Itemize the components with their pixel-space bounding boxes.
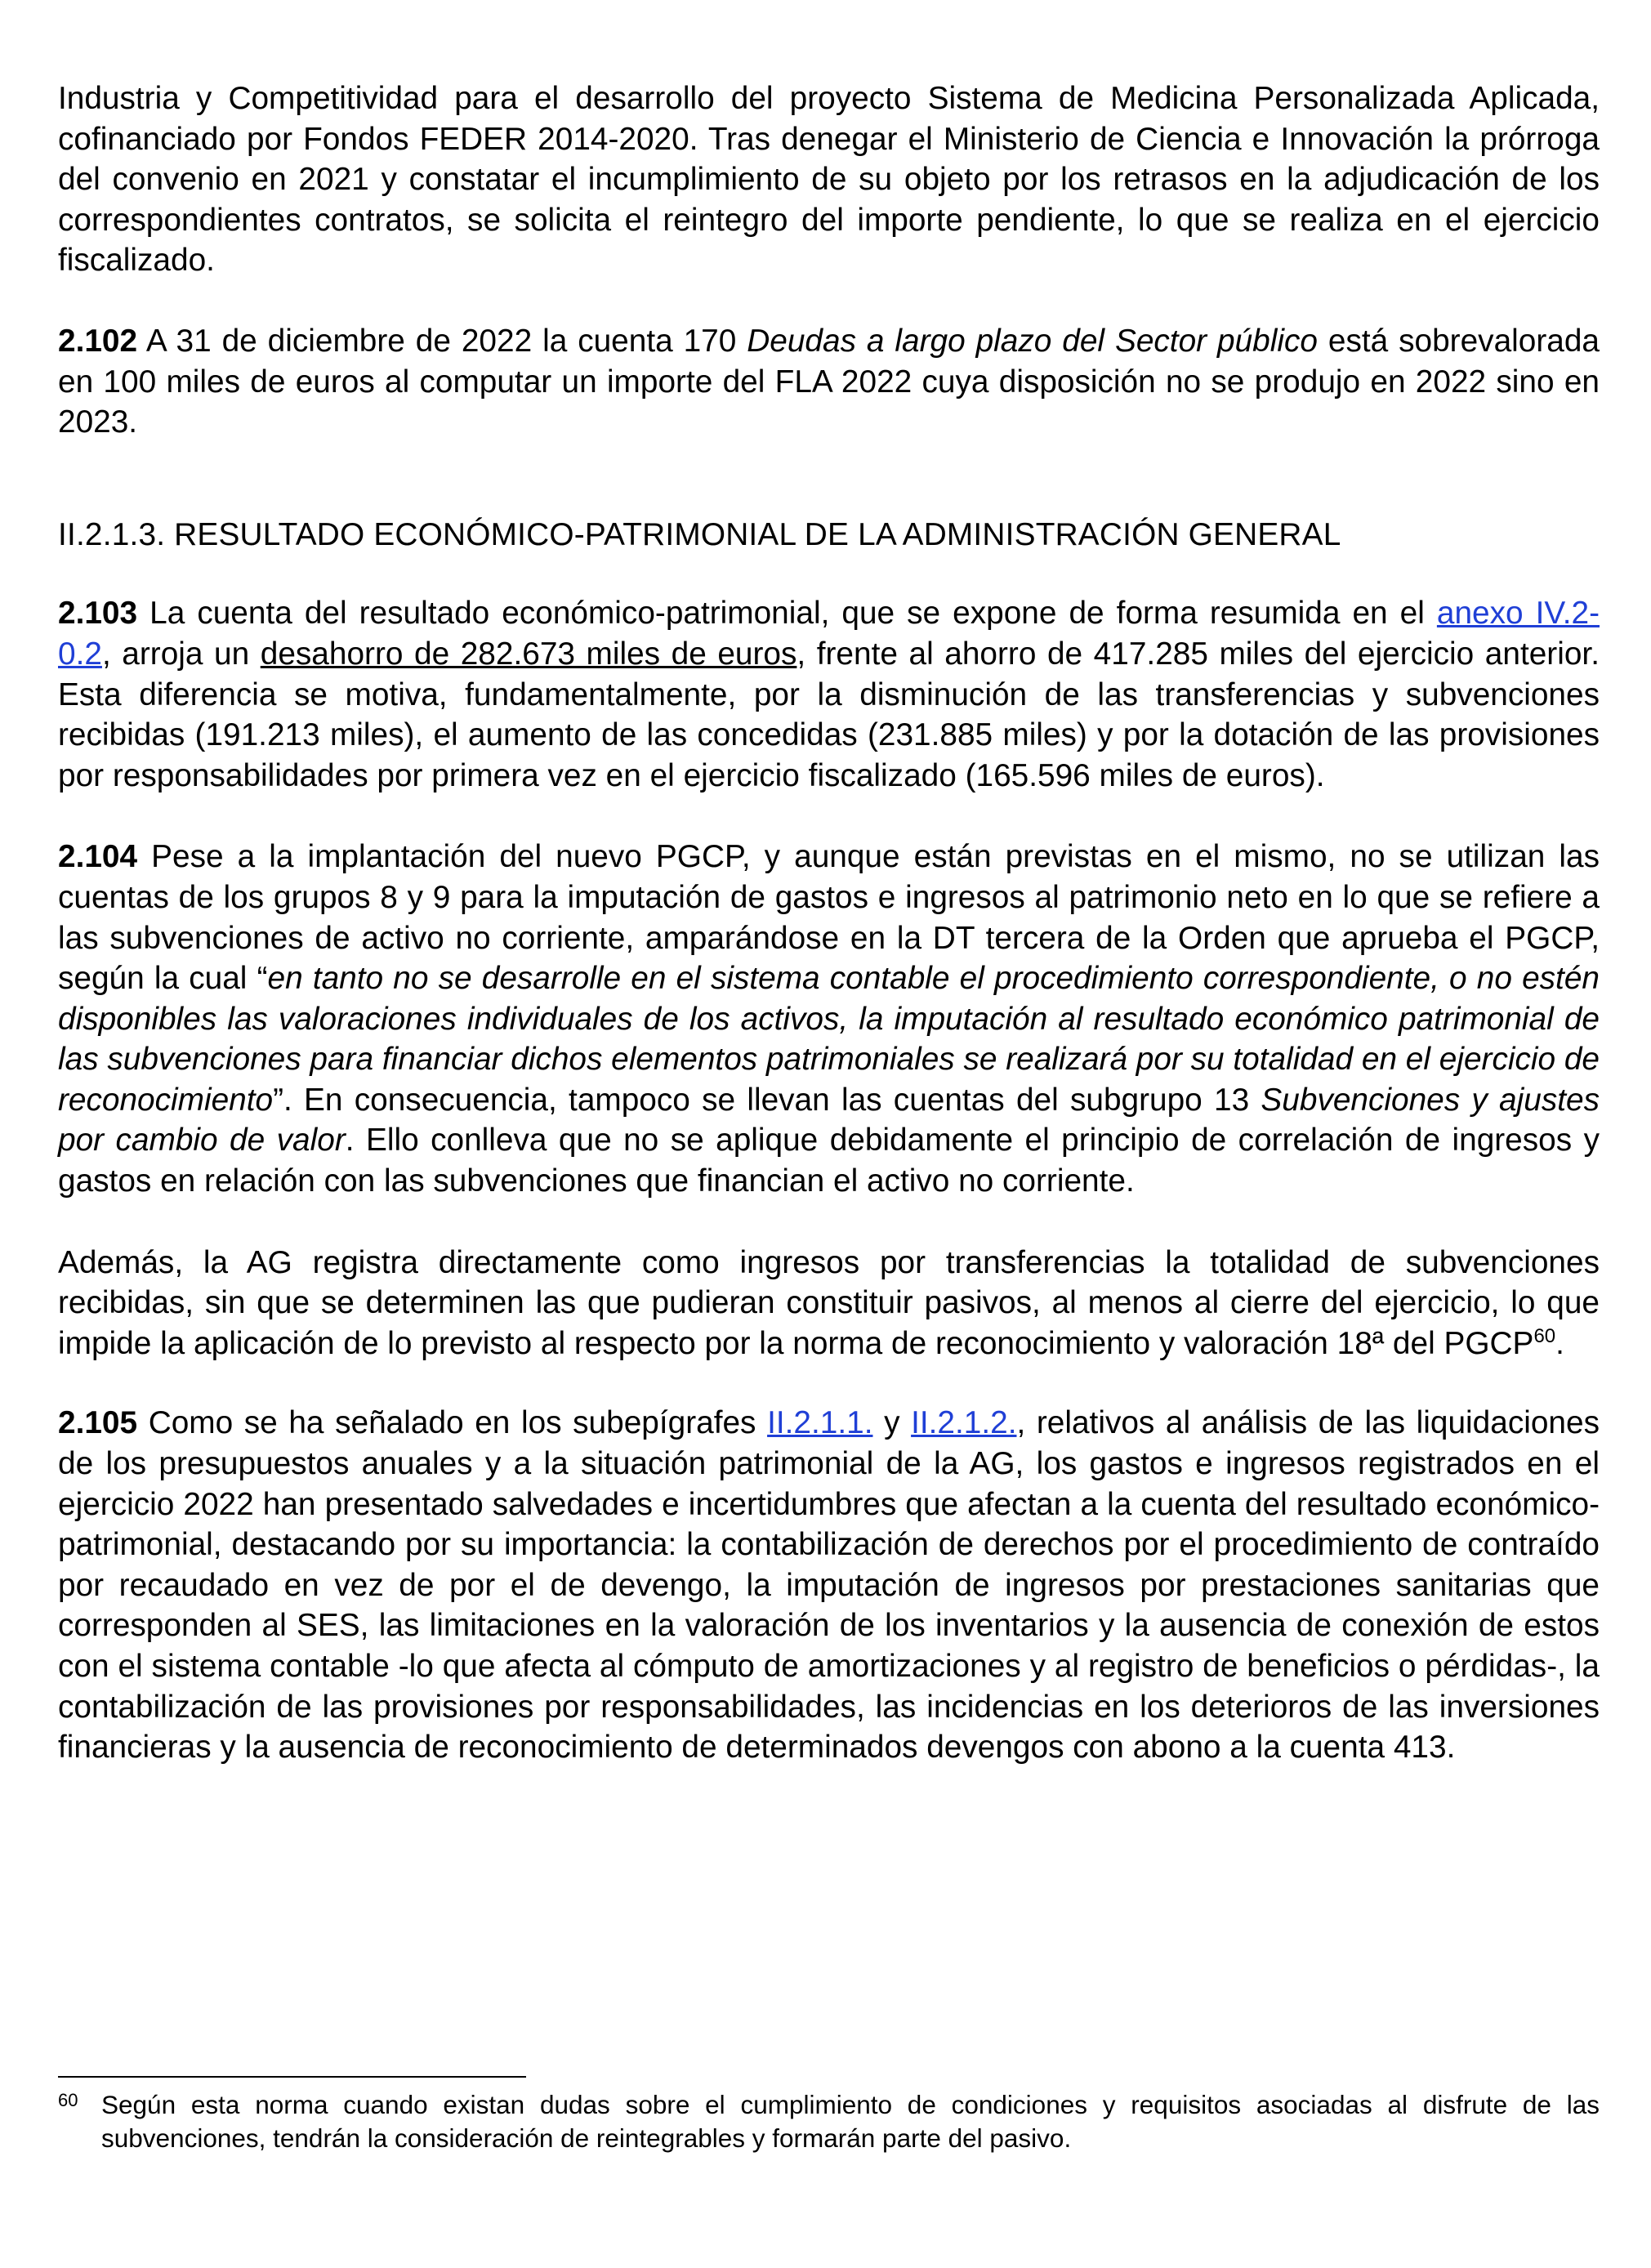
paragraph-2-102	[58, 321, 1600, 443]
paragraph-number: 2.102	[58, 323, 138, 359]
paragraph-2-104	[58, 837, 1600, 1201]
paragraph-number: 2.105	[58, 1405, 138, 1441]
paragraph-text: está sobrevalorada en 100 miles de euros al computar un importe del FLA 2022 cuya disposición no se produjo en 2022 sino en 2023.	[58, 323, 1600, 440]
footnote-text: Según esta norma cuando existan dudas sobre el cumplimiento de condiciones y requisitos asociadas al disfrute de las subvenciones, tendrán la consideración de reintegrables y formarán parte del pasivo.	[101, 2090, 1600, 2153]
section-link-ii-2-1-2[interactable]: II.2.1.2.	[911, 1405, 1017, 1441]
annex-link[interactable]: anexo IV.2-0.2	[58, 596, 1600, 672]
paragraph-number: 2.103	[58, 596, 138, 632]
paragraph-ademas	[58, 1243, 1600, 1364]
footnote-number: 60	[58, 2090, 78, 2110]
paragraph-text: Pese a la implantación del nuevo PGCP, y aunque están previstas en el mismo, no se utilizan las cuentas de los grupos 8 y 9 para la imputación de gastos e ingresos al patrimonio neto en lo que se refiere a las subvenciones de activo no corriente, amparándose en la DT tercera de la Orden que aprueba el PGCP, según la cual “	[58, 839, 1600, 997]
paragraph-text: A 31 de diciembre de 2022 la cuenta 170	[137, 323, 747, 359]
paragraph-intro	[58, 78, 1600, 281]
paragraph-text: . Ello conlleva que no se aplique debidamente el principio de correlación de ingresos y gastos en relación con las subvenciones que financian el activo no corriente.	[58, 1123, 1600, 1199]
paragraph-text: Como se ha señalado en los subepígrafes	[137, 1405, 768, 1441]
paragraph-text: ”. En consecuencia, tampoco se llevan las cuentas del subgrupo 13	[273, 1082, 1261, 1118]
section-link-ii-2-1-1[interactable]: II.2.1.1.	[767, 1405, 873, 1441]
footnote	[58, 2088, 1600, 2155]
underlined-amount: desahorro de 282.673 miles de euros	[260, 636, 797, 672]
footnote-divider	[58, 2076, 526, 2078]
quoted-regulation-italic: en tanto no se desarrolle en el sistema contable el procedimiento correspondiente, o no estén disponibles las valoraciones individuales de los activos, la imputación al resultado económico patrimonial de las subvenciones para financiar dichos elementos patrimoniales se realizará por su totalidad en el ejercicio de reconocimiento	[58, 961, 1600, 1118]
paragraph-text: .	[1555, 1325, 1564, 1361]
paragraph-number: 2.104	[58, 839, 138, 875]
paragraph-text: , relativos al análisis de las liquidaciones de los presupuestos anuales y a la situación patrimonial de la AG, los gastos e ingresos registrados en el ejercicio 2022 han presentado salvedades e incertidumbres que afectan a la cuenta del resultado económico-patrimonial, destacando por su importancia: la contabilización de derechos por el procedimiento de contraído por recaudado en vez de por el de devengo, la imputación de ingresos por prestaciones sanitarias que corresponden al SES, las limitaciones en la valoración de los inventarios y la ausencia de conexión de estos con el sistema contable -lo que afecta al cómputo de amortizaciones y al registro de beneficios o pérdidas-, la contabilización de las provisiones por responsabilidades, las incidencias en los deterioros de las inversiones financieras y la ausencia de reconocimiento de determinados devengos con abono a la cuenta 413.	[58, 1405, 1600, 1766]
paragraph-2-105	[58, 1403, 1600, 1767]
footnote-reference[interactable]: 60	[1533, 1324, 1556, 1347]
subgroup-name-italic: Subvenciones y ajustes por cambio de valor	[58, 1082, 1600, 1159]
paragraph-text: , arroja un	[101, 636, 261, 672]
paragraph-text: Además, la AG registra directamente como ingresos por transferencias la totalidad de subvenciones recibidas, sin que se determinen las que pudieran constituir pasivos, al menos al cierre del ejercicio, lo que impide la aplicación de lo previsto al respecto por la norma de reconocimiento y valoración 18ª del PGCP	[58, 1244, 1600, 1361]
paragraph-text: y	[872, 1405, 912, 1441]
paragraph-text: , frente al ahorro de 417.285 miles del ejercicio anterior. Esta diferencia se motiva, fundamentalmente, por la disminución de las transferencias y subvenciones recibidas (191.213 miles), el aumento de las concedidas (231.885 miles) y por la dotación de las provisiones por responsabilidades por primera vez en el ejercicio fiscalizado (165.596 miles de euros).	[58, 636, 1600, 793]
paragraph-intro-text: Industria y Competitividad para el desarrollo del proyecto Sistema de Medicina Personalizada Aplicada, cofinanciado por Fondos FEDER 2014-2020. Tras denegar el Ministerio de Ciencia e Innovación la prórroga del convenio en 2021 y constatar el incumplimiento de su objeto por los retrasos en la adjudicación de los correspondientes contratos, se solicita el reintegro del importe pendiente, lo que se realiza en el ejercicio fiscalizado.	[58, 81, 1600, 279]
paragraph-text: La cuenta del resultado económico-patrimonial, que se expone de forma resumida en el	[137, 596, 1437, 632]
section-heading: II.2.1.3. RESULTADO ECONÓMICO-PATRIMONIAL DE LA ADMINISTRACIÓN GENERAL	[58, 516, 1341, 552]
paragraph-2-103	[58, 593, 1600, 796]
account-name-italic: Deudas a largo plazo del Sector público	[747, 323, 1318, 359]
